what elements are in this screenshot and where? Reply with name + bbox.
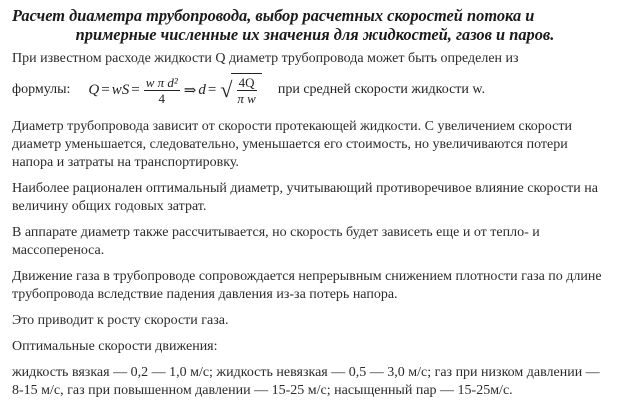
paragraph-gas-flow: Движение газа в трубопроводе сопровождается непрерывным снижением плотности газа по длине трубопровода вследствие падения давления из-за потерь напора.	[12, 269, 602, 302]
paragraph-gas-velocity: Это приводит к росту скорости газа.	[12, 313, 229, 328]
formula-equals-3: =	[207, 81, 217, 98]
formula-square-root	[220, 73, 262, 107]
formula-implies-arrow: ⇒	[183, 82, 197, 99]
formula-equals-2: =	[131, 81, 140, 98]
title-line-1: Расчет диаметра трубопровода, выбор расчетных скоростей потока и	[12, 6, 535, 25]
radical-sign-icon: √	[220, 77, 233, 102]
formula-ws: wS	[111, 81, 130, 98]
diameter-formula	[88, 73, 261, 107]
title-line-2: примерные численные их значения для жидкостей, газов и паров.	[75, 25, 555, 44]
formula-equals-1: =	[101, 81, 110, 98]
formula-fraction-2	[235, 75, 257, 106]
paragraph-apparatus: В аппарате диаметр также рассчитывается, но скорость будет зависеть еще и от тепло- и массопереноса.	[12, 225, 540, 258]
radicand	[231, 73, 261, 107]
paragraph-optimal-velocities-heading: Оптимальные скорости движения:	[12, 339, 218, 354]
formula-q: Q	[88, 81, 100, 98]
fraction-2-numerator: 4Q	[238, 75, 255, 90]
formula-tail-text: при средней скорости жидкости w.	[277, 82, 486, 97]
formula-row	[12, 70, 612, 110]
formula-label: формулы:	[12, 82, 71, 97]
fraction-2-denominator: π w	[237, 91, 256, 106]
fraction-1-denominator: 4	[158, 90, 165, 106]
paragraph-optimal-diameter: Наиболее рационален оптимальный диаметр, учитывающий противоречивое влияние скорости на величину общих годовых затрат.	[12, 181, 598, 214]
fraction-1-numerator: w π d²	[145, 74, 178, 90]
paragraph-velocity-values: жидкость вязкая — 0,2 — 1,0 м/с; жидкость невязкая — 0,5 — 3,0 м/с; газ при низком давлении — 8-15 м/с, газ при повышенном давлении — 15-25 м/с; насыщенный пар — 15-25м/с.	[12, 365, 600, 398]
formula-fraction-1	[144, 75, 180, 106]
page-title	[12, 6, 612, 44]
formula-d: d	[198, 81, 206, 98]
intro-paragraph: При известном расходе жидкости Q диаметр трубопровода может быть определен из	[12, 51, 519, 66]
paragraph-diameter-velocity: Диаметр трубопровода зависит от скорости протекающей жидкости. С увеличением скорости диаметр уменьшается, следовательно, уменьшается его стоимость, но увеличиваются потери напора и затраты на транспортировку.	[12, 119, 572, 170]
